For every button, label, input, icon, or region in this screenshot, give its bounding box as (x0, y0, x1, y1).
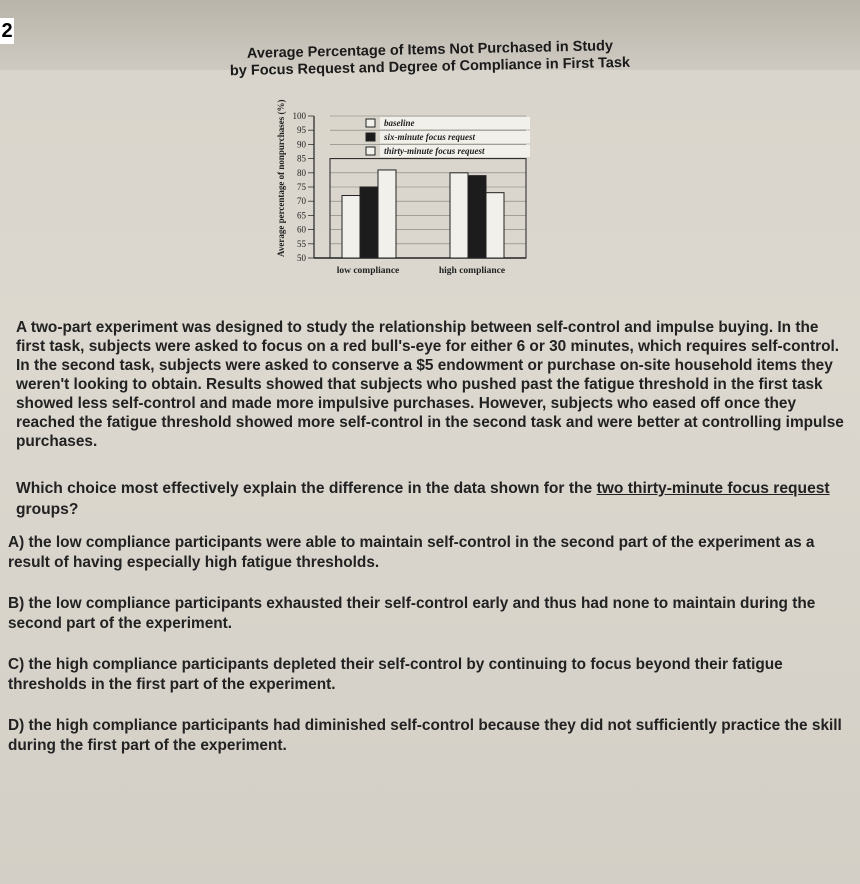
choice-d[interactable] (8, 716, 848, 756)
legend-swatch-2 (366, 147, 375, 155)
y-tick-label: 65 (297, 210, 306, 221)
legend-label-1: six-minute focus request (384, 132, 476, 142)
y-tick-label: 50 (297, 253, 306, 263)
choice-d-text: the high compliance participants had diminished self-control because they did not sufficiently practice the skill during the first part of the experiment. (8, 717, 842, 754)
y-tick-label: 60 (297, 224, 306, 235)
bar-chart (268, 98, 558, 288)
chart-title-line2: by Focus Request and Degree of Compliance in First Task (229, 54, 631, 80)
question-underlined-phrase: two thirty-minute focus request (596, 480, 830, 497)
choice-b-label: B) (8, 595, 25, 612)
choice-b-text: the low compliance participants exhausted their self-control early and thus had none to maintain during the second part of the experiment. (8, 595, 816, 632)
legend-label-2: thirty-minute focus request (384, 146, 485, 156)
chart-title (160, 38, 700, 80)
y-tick-label: 100 (292, 111, 306, 121)
bar-thirty-minute-focus-request-low-compliance (378, 170, 396, 258)
legend-swatch-0 (366, 119, 375, 127)
legend-swatch-1 (366, 133, 375, 141)
y-tick-label: 95 (297, 125, 306, 136)
choice-a-text: the low compliance participants were able to maintain self-control in the second part of the experiment as a result of having especially high fatigue thresholds. (8, 534, 815, 571)
bar-six-minute-focus-request-high-compliance (468, 176, 486, 258)
bar-baseline-high-compliance (450, 173, 468, 258)
x-category-label: high compliance (438, 266, 506, 276)
y-tick-label: 90 (297, 139, 306, 150)
legend-label-0: baseline (384, 118, 415, 128)
bar-baseline-low-compliance (342, 196, 360, 258)
choice-a-label: A) (8, 534, 25, 551)
y-tick-label: 75 (297, 182, 306, 192)
question-text-before: Which choice most effectively explain the difference in the data shown for the (16, 480, 597, 497)
y-tick-label: 70 (297, 196, 306, 207)
choice-c-label: C) (8, 656, 25, 673)
x-category-label: low compliance (336, 266, 400, 276)
y-tick-label: 85 (297, 153, 306, 164)
choice-c-text: the high compliance participants depleted their self-control by continuing to focus beyond their fatigue thresholds in the first part of the experiment. (8, 656, 783, 693)
y-tick-label: 55 (297, 238, 306, 249)
choice-b[interactable] (8, 594, 848, 634)
question-stem (16, 478, 846, 520)
choice-d-label: D) (8, 717, 25, 734)
bar-thirty-minute-focus-request-high-compliance (486, 193, 504, 258)
chart-title-line1: Average Percentage of Items Not Purchased in Study (246, 38, 614, 62)
y-tick-label: 80 (297, 167, 306, 178)
page-number: 2 (1, 20, 13, 42)
question-text-after: groups? (16, 501, 79, 518)
bar-six-minute-focus-request-low-compliance (360, 187, 378, 258)
y-axis-label: Average percentage of nonpurchases (%) (276, 99, 286, 257)
choice-c[interactable] (8, 655, 848, 695)
answer-choices (8, 533, 848, 777)
choice-a[interactable] (8, 533, 848, 573)
passage-text: A two-part experiment was designed to study the relationship between self-control and impulse buying. In the first task, subjects were asked to focus on a red bull's-eye for either 6 or 30 minutes, which requires self-control. In the second task, subjects were asked to conserve a $5 endowment or purchase on-site household items they weren't looking to obtain. Results showed that subjects who pushed past the fatigue threshold in the first task showed less self-control and made more impulsive purchases. However, subjects who eased off once they reached the fatigue threshold showed more self-control in the second task and were better at controlling impulse purchases. (16, 319, 844, 450)
